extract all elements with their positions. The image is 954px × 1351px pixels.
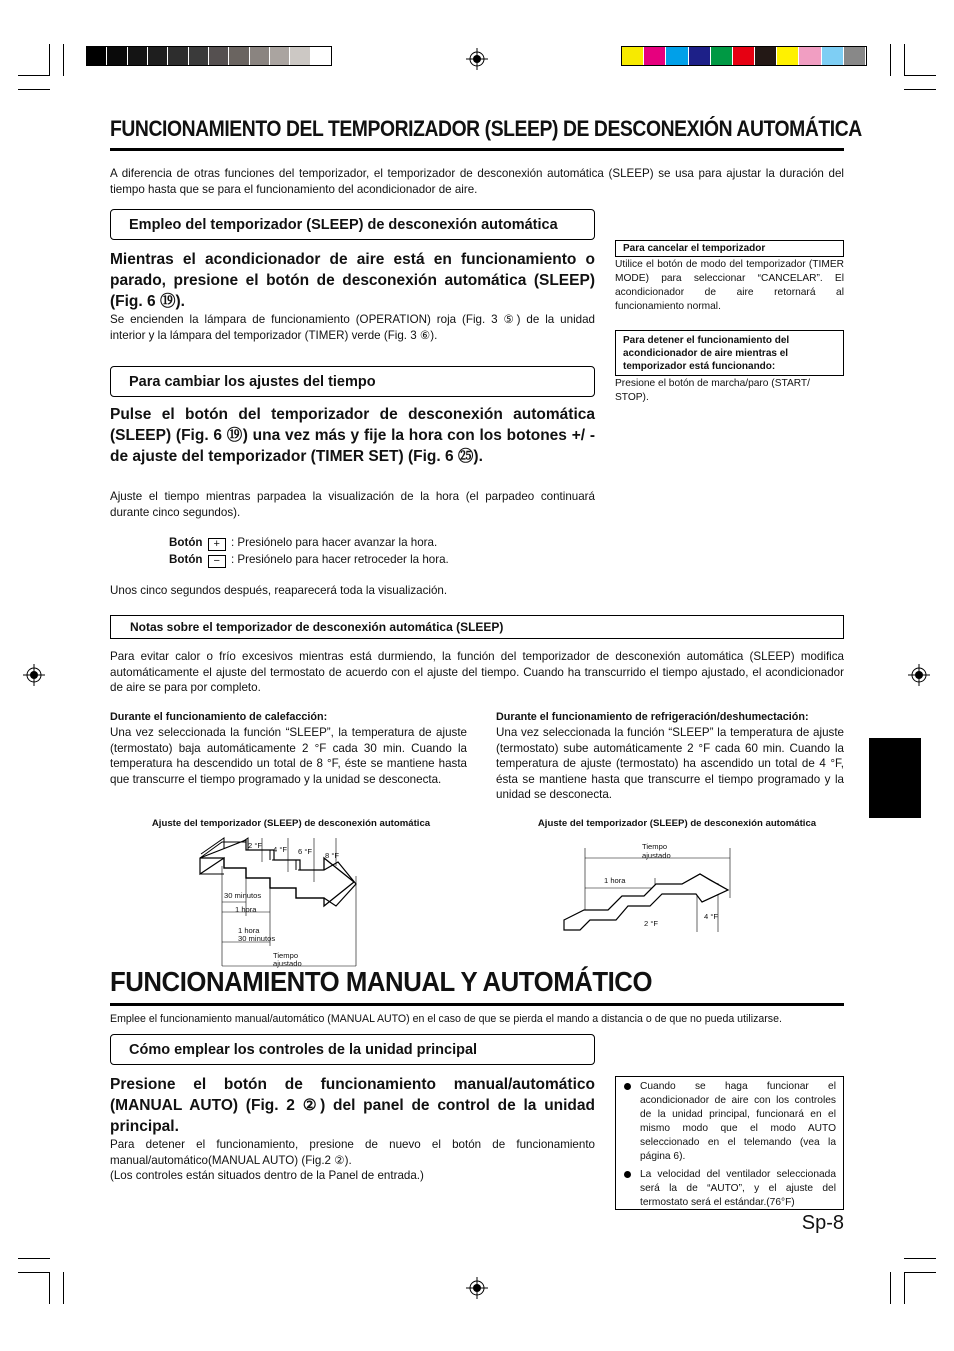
registration-mark-icon — [908, 664, 930, 686]
calibration-swatch — [644, 47, 665, 65]
calibration-swatch — [107, 47, 126, 65]
manual-instruction: Presione el botón de funcionamiento manual/automático (MANUAL AUTO) (Fig. 2 ②) del panel de control de la unidad principal. — [110, 1076, 595, 1135]
bullet-text: La velocidad del ventilador seleccionada será la de “AUTO”, y el ajuste del termostato será el estándar.(76°F) — [640, 1169, 836, 1208]
calibration-swatch — [666, 47, 687, 65]
calibration-swatch — [311, 47, 330, 65]
calibration-swatch — [733, 47, 754, 65]
minus-button-row — [169, 552, 449, 568]
manual-bullets-box — [615, 1076, 844, 1210]
label-8f: 8 °F — [325, 851, 340, 860]
cooling-diagram-caption: Ajuste del temporizador (SLEEP) de desconexión automática — [537, 818, 817, 829]
notes-heading: Notas sobre el temporizador de desconexión automática (SLEEP) — [110, 615, 844, 639]
registration-mark-icon — [466, 1277, 488, 1299]
calibration-swatch — [87, 47, 106, 65]
use-heading: Empleo del temporizador (SLEEP) de desconexión automática — [110, 209, 595, 240]
bullet-icon — [624, 1171, 631, 1178]
calibration-swatch — [148, 47, 167, 65]
color-bar — [621, 46, 867, 66]
label-6f: 6 °F — [298, 847, 313, 856]
calibration-swatch — [290, 47, 309, 65]
label-4f: 4 °F — [704, 912, 719, 921]
heating-diagram — [196, 836, 366, 970]
calibration-swatch — [822, 47, 843, 65]
label-30-minutos: 30 minutos — [224, 891, 262, 900]
title-rule — [110, 148, 844, 151]
label-1-hora-30-b: 30 minutos — [238, 934, 276, 943]
label-1-hora-30-a: 1 hora — [238, 926, 260, 935]
heating-text: Una vez seleccionada la función “SLEEP”, la temperatura de ajuste (termostato) baja automáticamente 2 °F cada 30 min. Cuando la temperatura ha descendido un total de 8 °F, éste se mantiene hasta que transcurre el tiempo programado y la unidad se desconecta. — [110, 726, 467, 786]
calibration-swatch — [622, 47, 643, 65]
use-instruction: Mientras el acondicionador de aire está en funcionamiento o parado, presione el botón de desconexión automática (SLEEP) (Fig. 6 ⑲). — [110, 251, 595, 310]
label-tiempo: Tiempo — [273, 951, 299, 960]
intro-paragraph: A diferencia de otras funciones del temporizador, el temporizador de desconexión automática (SLEEP) se usa para ajustar la duración del tiempo hasta que se para el funcionamiento del acondicionador de aire. — [110, 167, 844, 196]
label-ajustado: ajustado — [273, 959, 302, 968]
section-side-tab — [869, 738, 921, 818]
minus-description: : Presiónelo para hacer retroceder la hora. — [230, 553, 449, 566]
page-number: Sp-8 — [801, 1212, 844, 1234]
stop-text: Presione el botón de marcha/paro (START/ STOP). — [615, 378, 810, 403]
bullet-item — [624, 1168, 836, 1210]
cancel-text: Utilice el botón de modo del temporizador (TIMER MODE) para seleccionar “CANCELAR”. El acondicionador de aire retornará al funcionamiento normal. — [615, 259, 844, 312]
calibration-swatch — [189, 47, 208, 65]
manual-section-title: FUNCIONAMIENTO MANUAL Y AUTOMÁTICO — [110, 966, 653, 997]
calibration-swatch — [209, 47, 228, 65]
cooling-heading: Durante el funcionamiento de refrigeración/deshumectación: — [496, 711, 809, 723]
bullet-icon — [624, 1083, 631, 1090]
label-2f: 2 °F — [644, 919, 659, 928]
button-label: Botón — [169, 553, 203, 566]
calibration-swatch — [168, 47, 187, 65]
calibration-swatch — [270, 47, 289, 65]
plus-description: : Presiónelo para hacer avanzar la hora. — [230, 536, 438, 549]
calibration-swatch — [128, 47, 147, 65]
calibration-swatch — [755, 47, 776, 65]
manual-note-1: Para detener el funcionamiento, presione de nuevo el botón de funcionamiento manual/automático(MANUAL AUTO) (Fig.2 ②). — [110, 1138, 595, 1167]
heating-heading: Durante el funcionamiento de calefacción: — [110, 711, 328, 723]
calibration-swatch — [229, 47, 248, 65]
manual-intro: Emplee el funcionamiento manual/automático (MANUAL AUTO) en el caso de que se pierda el mando a distancia o de que no pueda utilizarse. — [110, 1013, 782, 1025]
manual-heading: Cómo emplear los controles de la unidad principal — [110, 1034, 595, 1065]
calibration-swatch — [777, 47, 798, 65]
calibration-swatch — [711, 47, 732, 65]
after-note: Unos cinco segundos después, reaparecerá toda la visualización. — [110, 584, 448, 597]
cancel-heading: Para cancelar el temporizador — [615, 240, 844, 257]
cooling-text: Una vez seleccionada la función “SLEEP” la temperatura de ajuste (termostato) sube automáticamente 2 °F cada 60 min. Cuando la temperatura de ajuste (termostato) ha ascendido un total de 4 °F, ésta se mantiene hasta que transcurre el tiempo programado y la unidad se desconecta. — [496, 726, 844, 802]
change-instruction: Pulse el botón del temporizador de desconexión automática (SLEEP) (Fig. 6 ⑲) una vez más y fije la hora con los botones +/ - de ajuste del temporizador (TIMER SET) (Fig. 6 ㉕). — [110, 406, 595, 465]
stop-heading: Para detener el funcionamiento del acondicionador de aire mientras el temporizador está funcionando: — [615, 330, 844, 376]
button-label: Botón — [169, 536, 203, 549]
label-4f: 4 °F — [273, 845, 288, 854]
section-title: FUNCIONAMIENTO DEL TEMPORIZADOR (SLEEP) DE DESCONEXIÓN AUTOMÁTICA — [110, 116, 862, 141]
label-2f: 2 °F — [248, 841, 263, 850]
minus-button-icon: − — [208, 555, 226, 568]
manual-title-rule — [110, 1003, 844, 1006]
change-note: Ajuste el tiempo mientras parpadea la visualización de la hora (el parpadeo continuará durante cinco segundos). — [110, 490, 595, 519]
heating-diagram-caption: Ajuste del temporizador (SLEEP) de desconexión automática — [151, 818, 431, 829]
plus-button-row — [169, 535, 437, 551]
notes-text: Para evitar calor o frío excesivos mientras está durmiendo, la función del temporizador de desconexión automática (SLEEP) modifica automáticamente el ajuste del termostato de acuerdo con el ajuste del tiempo. Cuando ha transcurrido el tiempo ajustado, el acondicionador de aire se para por completo. — [110, 650, 844, 695]
use-note: Se encienden la lámpara de funcionamiento (OPERATION) roja (Fig. 3 ⑤) de la unidad interior y la lámpara del temporizador (TIMER) verde (Fig. 3 ⑥). — [110, 313, 595, 342]
label-ajustado: ajustado — [642, 851, 671, 860]
bullet-text: Cuando se haga funcionar el acondicionador de aire con los controles de la unidad principal, funcionará en el mismo modo que el modo AUTO seleccionado en el telemando (vea la página 6). — [640, 1081, 836, 1162]
label-tiempo: Tiempo — [642, 842, 668, 851]
bullet-item — [624, 1080, 836, 1164]
calibration-swatch — [799, 47, 820, 65]
label-1-hora: 1 hora — [604, 876, 626, 885]
label-1-hora: 1 hora — [235, 905, 257, 914]
registration-mark-icon — [466, 48, 488, 70]
calibration-swatch — [844, 47, 865, 65]
calibration-swatch — [250, 47, 269, 65]
grayscale-bar — [86, 46, 332, 66]
registration-mark-icon — [23, 664, 45, 686]
calibration-swatch — [689, 47, 710, 65]
change-heading: Para cambiar los ajustes del tiempo — [110, 366, 595, 397]
plus-button-icon: + — [208, 538, 226, 551]
cooling-diagram — [560, 838, 735, 936]
manual-note-2: (Los controles están situados dentro de la Panel de entrada.) — [110, 1169, 424, 1182]
